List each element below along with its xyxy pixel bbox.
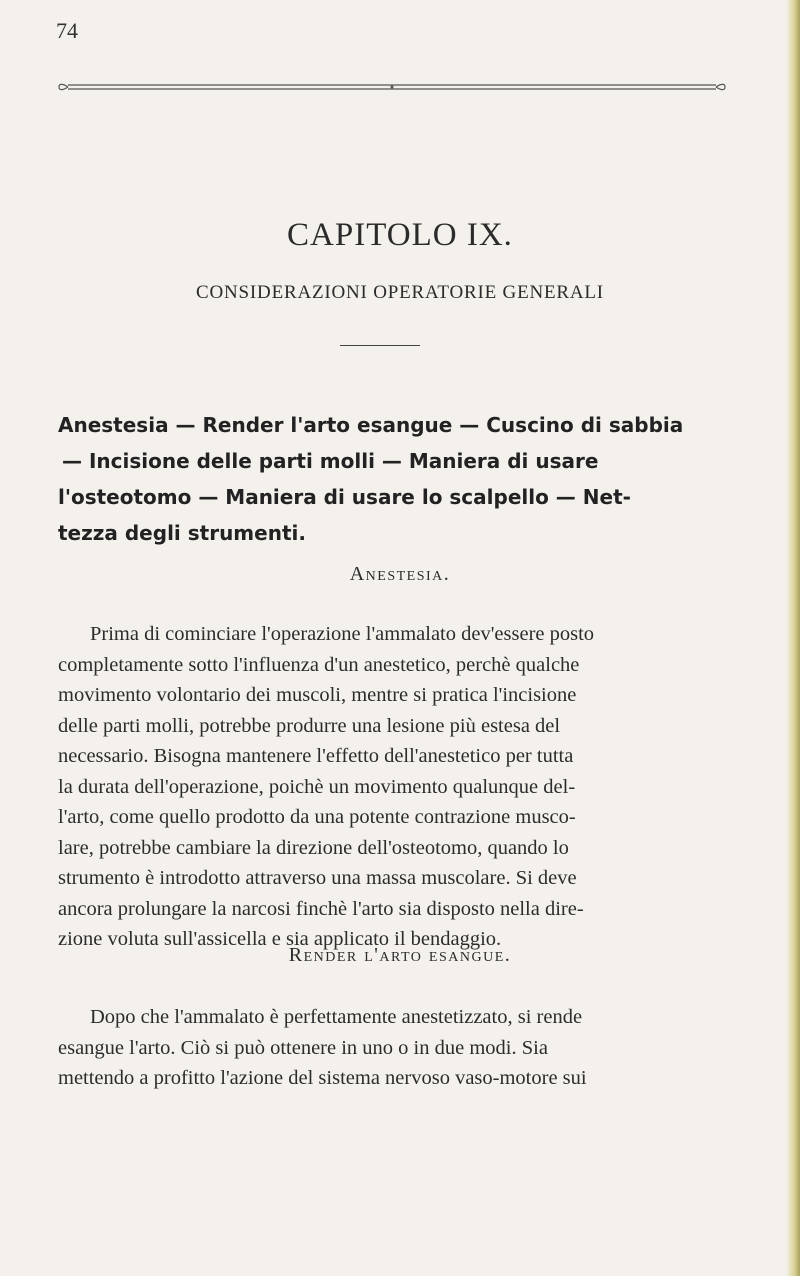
paragraph-line: Prima di cominciare l'operazione l'ammalato dev'essere posto xyxy=(90,623,595,645)
paragraph-line: necessario. Bisogna mantenere l'effetto dell'anestetico per tutta xyxy=(58,745,574,767)
summary-line: l'osteotomo — Maniera di usare lo scalpello — Net- xyxy=(58,485,631,509)
paragraph-line: lare, potrebbe cambiare la direzione dell'osteotomo, quando lo xyxy=(58,836,569,859)
decorative-rule-ornament xyxy=(58,80,726,94)
paragraph-line: esangue l'arto. Ciò si può ottenere in uno o in due modi. Sia xyxy=(58,1036,548,1059)
section-body-anestesia xyxy=(58,619,734,955)
paragraph-line: completamente sotto l'influenza d'un anestetico, perchè qualche xyxy=(58,653,580,676)
paragraph-line: l'arto, come quello prodotto da una potente contrazione musco- xyxy=(58,806,576,828)
chapter-subtitle: CONSIDERAZIONI OPERATORIE GENERALI xyxy=(196,282,604,303)
section-heading-render-arto-esangue: Render l'arto esangue. xyxy=(288,944,512,966)
paragraph-line: ancora prolungare la narcosi finchè l'arto sia disposto nella dire- xyxy=(58,897,584,920)
separator-rule xyxy=(340,345,420,346)
summary-line: — Incisione delle parti molli — Maniera di usare xyxy=(62,449,599,473)
paragraph-line: movimento volontario dei muscoli, mentre si pratica l'incisione xyxy=(58,684,577,706)
paragraph-line: delle parti molli, potrebbe produrre una lesione più estesa del xyxy=(58,714,561,737)
paragraph-line: la durata dell'operazione, poichè un movimento qualunque del- xyxy=(58,775,576,798)
chapter-summary xyxy=(58,407,728,551)
section-body-render-arto-esangue xyxy=(58,1002,734,1094)
paragraph-line: Dopo che l'ammalato è perfettamente anestetizzato, si rende xyxy=(90,1006,583,1028)
paragraph-line: strumento è introdotto attraverso una massa muscolare. Si deve xyxy=(58,867,577,889)
summary-line: tezza degli strumenti. xyxy=(58,521,306,545)
paragraph-line: zione voluta sull'assicella e sia applicato il bendaggio. xyxy=(58,928,502,950)
scan-page-edge xyxy=(786,0,800,1276)
summary-line: Anestesia — Render l'arto esangue — Cuscino di sabbia xyxy=(58,413,684,437)
chapter-title: CAPITOLO IX. xyxy=(287,217,513,253)
section-heading-anestesia: Anestesia. xyxy=(349,563,451,585)
page-number: 74 xyxy=(56,18,78,43)
paragraph-line: mettendo a profitto l'azione del sistema nervoso vaso-motore sui xyxy=(58,1067,587,1089)
